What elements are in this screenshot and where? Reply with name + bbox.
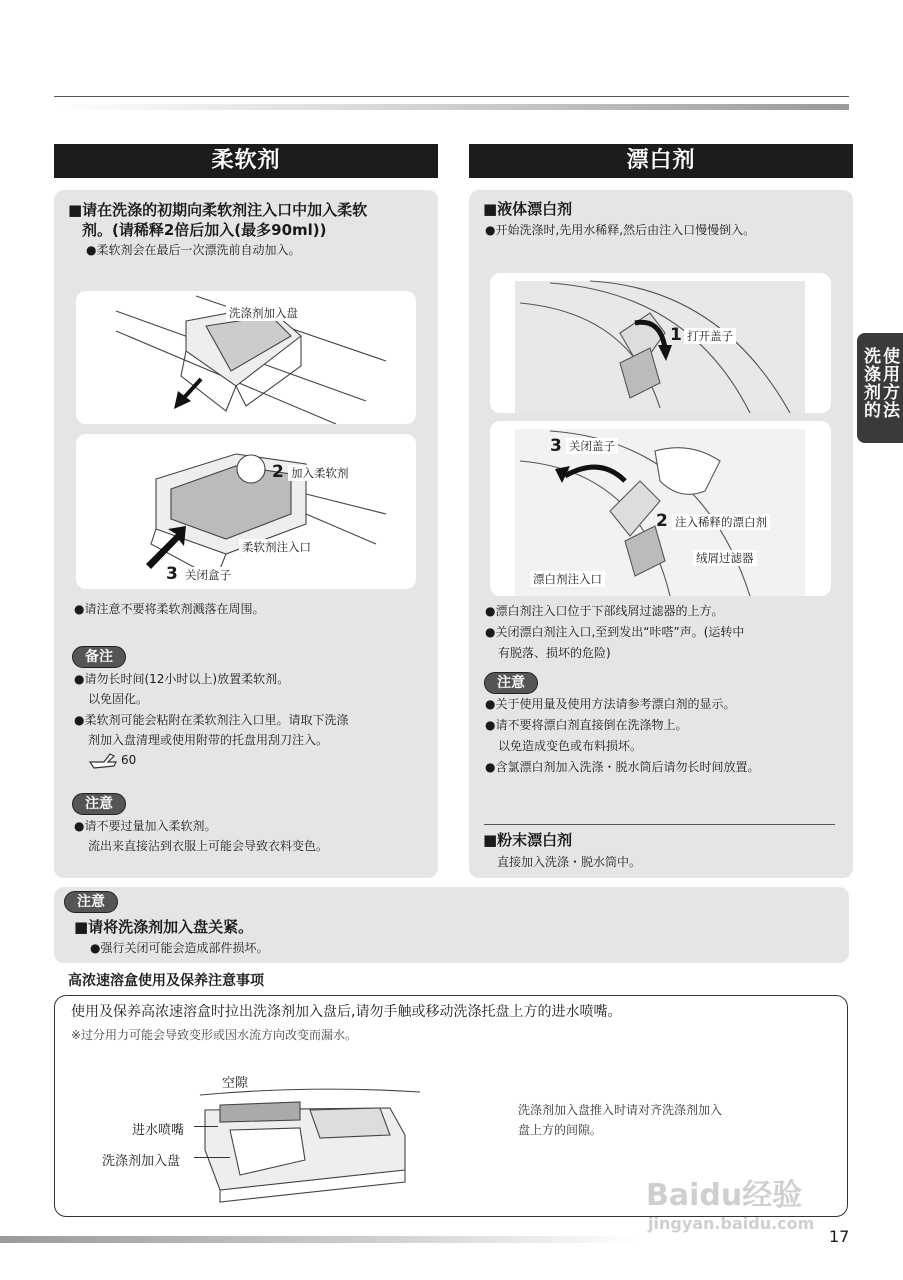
notice-heading: ■请将洗涤剂加入盘关紧。 (74, 918, 254, 936)
hcb-figure (190, 1080, 430, 1205)
softener-lead-line2: 剂。(请稀释2倍后加入(最多90ml)) (82, 221, 327, 239)
pointing-hand-icon (88, 750, 118, 770)
softener-caution-badge (72, 793, 126, 815)
nozzle-leader-line (194, 1126, 218, 1127)
softener-figure-pour (76, 434, 416, 589)
bleach-figure-open (490, 273, 831, 413)
hcb-note: ※过分用力可能会导致变形或因水流方向改变而漏水。 (71, 1028, 358, 1042)
hcb-desc-line2: 盘上方的间隙。 (518, 1123, 603, 1137)
softener-caution-title: 注意 (72, 793, 126, 815)
softener-caution-line2: 流出来直接沾到衣服上可能会导致衣料变色。 (88, 839, 329, 853)
splash-note: ●请注意不要将柔软剂溅落在周围。 (74, 602, 265, 616)
memo-bullet2-line2: 剂加入盘清理或使用附带的托盘用刮刀注入。 (88, 733, 329, 747)
bleach-caution-b2-line2: 以免造成变色或布料损坏。 (498, 739, 643, 753)
memo-bullet1-line1: ●请勿长时间(12小时以上)放置柔软剂。 (74, 672, 290, 686)
step-2-number: 2 (272, 462, 284, 482)
softener-inlet-drawing (76, 434, 416, 589)
bleach-bullet1: ●漂白剂注入口位于下部线屑过滤器的上方。 (485, 604, 724, 618)
chapter-side-tab (857, 333, 903, 443)
watermark-brand: Baidu经验 (646, 1178, 803, 1213)
notice-bullet: ●强行关闭可能会造成部件损坏。 (90, 941, 269, 955)
hcb-lead: 使用及保养高浓速溶盒时拉出洗涤剂加入盘后,请勿手触或移动洗涤托盘上方的进水喷嘴。 (71, 1004, 622, 1020)
step-2-label: 加入柔软剂 (288, 465, 352, 481)
step-2-bleach-label: 注入稀释的漂白剂 (672, 514, 770, 530)
watermark-url: jingyan.baidu.com (648, 1214, 815, 1233)
softener-auto-note: ●柔软剂会在最后一次漂洗前自动加入。 (86, 243, 301, 257)
top-rule (54, 96, 849, 97)
liquid-bleach-note: ●开始洗涤时,先用水稀释,然后由注入口慢慢倒入。 (485, 223, 756, 237)
softener-figure-tray (76, 291, 416, 424)
label-tray: 洗涤剂加入盘 (102, 1154, 181, 1169)
hcb-desc-line1: 洗涤剂加入盘推入时请对齐洗涤剂加入 (518, 1103, 723, 1117)
label-gap: 空隙 (222, 1076, 249, 1091)
step-3-bleach-label: 关闭盖子 (566, 438, 618, 454)
tray-label: 洗涤剂加入盘 (226, 305, 301, 321)
liquid-bleach-heading: ■液体漂白剂 (483, 200, 573, 218)
bottom-gradient-bar (0, 1236, 640, 1243)
powder-bleach-text: 直接加入洗涤・脱水筒中。 (497, 855, 642, 869)
bleach-caution-title: 注意 (484, 672, 538, 694)
label-nozzle: 进水喷嘴 (132, 1123, 185, 1138)
bleach-caution-b3: ●含氯漂白剂加入洗涤・脱水筒后请勿长时间放置。 (485, 760, 760, 774)
step-3-number: 3 (166, 564, 178, 584)
bleach-caution-b2-line1: ●请不要将漂白剂直接倒在洗涤物上。 (485, 718, 688, 732)
bleach-inlet-label: 漂白剂注入口 (530, 571, 605, 587)
memo-badge (72, 646, 126, 668)
step-1-number: 1 (670, 325, 682, 345)
softener-inlet-label: 柔软剂注入口 (239, 539, 314, 555)
side-tab-col2: 使用方法 (879, 347, 899, 419)
softener-title: 柔软剂 (54, 144, 438, 178)
open-lid-drawing (490, 273, 831, 413)
page-number: 17 (829, 1227, 850, 1246)
bleach-figure-pour (490, 421, 831, 596)
softener-lead-line1: ■请在洗涤的初期向柔软剂注入口中加入柔软 (68, 201, 368, 219)
memo-bullet2-line1: ●柔软剂可能会粘附在柔软剂注入口里。请取下洗涤 (74, 713, 349, 727)
side-tab-col1: 洗涤剂的 (860, 347, 880, 419)
pour-bleach-drawing (490, 421, 831, 596)
softener-caution-line1: ●请不要过量加入柔软剂。 (74, 819, 217, 833)
step-3-label: 关闭盒子 (182, 567, 234, 583)
bleach-caution-badge (484, 672, 538, 694)
hcb-title: 高浓速溶盒使用及保养注意事项 (68, 973, 264, 989)
top-gradient-bar (54, 104, 849, 110)
bleach-bullet2-line1: ●关闭漂白剂注入口,至到发出“咔嗒”声。(运转中 (485, 625, 745, 639)
memo-title: 备注 (72, 646, 126, 668)
notice-badge (64, 891, 118, 913)
dispenser-tray-drawing (190, 1080, 430, 1205)
step-3-bleach-number: 3 (550, 436, 562, 456)
bleach-caution-b1: ●关于使用量及使用方法请参考漂白剂的显示。 (485, 697, 736, 711)
step-2-bleach-number: 2 (656, 511, 668, 531)
memo-page-ref: 60 (121, 753, 137, 767)
powder-bleach-heading: ■粉末漂白剂 (483, 831, 573, 849)
bleach-bullet2-line2: 有脱落、损坏的危险) (498, 646, 611, 660)
powder-divider (484, 824, 835, 825)
tray-leader-line (194, 1157, 230, 1158)
notice-title: 注意 (64, 891, 118, 913)
lint-filter-label: 绒屑过滤器 (693, 550, 757, 566)
bleach-title: 漂白剂 (469, 144, 853, 178)
step-1-label: 打开盖子 (684, 328, 736, 344)
memo-bullet1-line2: 以免固化。 (88, 692, 149, 706)
